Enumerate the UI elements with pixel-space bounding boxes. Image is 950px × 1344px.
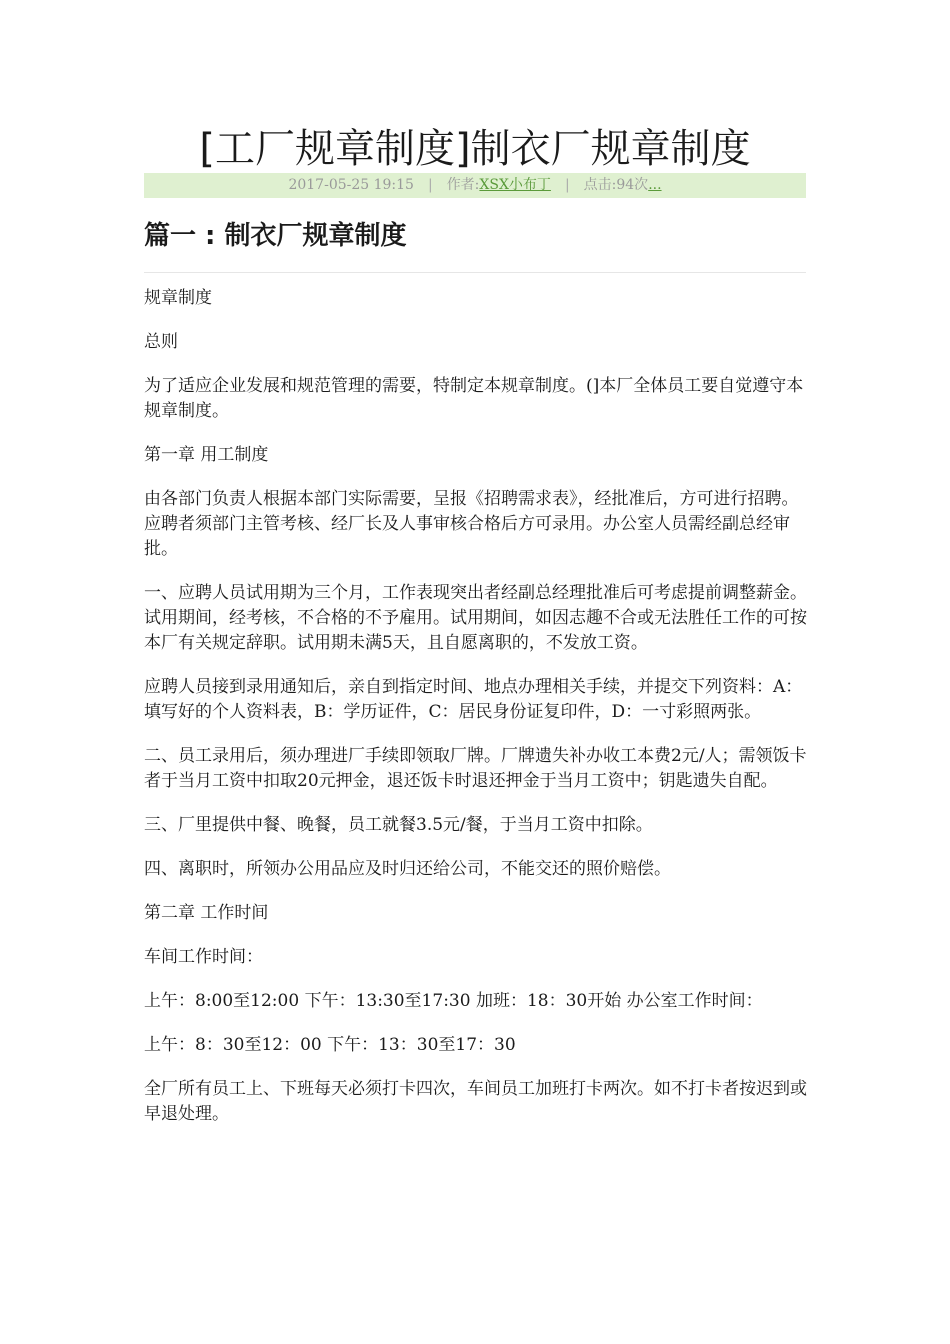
paragraph: 二、员工录用后，须办理进厂手续即领取厂牌。厂牌遗失补办收工本费2元/人；需领饭卡者于当月工资中扣取20元押金，退还饭卡时退还押金于当月工资中；钥匙遗失自配。 <box>144 746 807 791</box>
paragraph: 车间工作时间： <box>144 947 263 967</box>
paragraph: 四、离职时，所领办公用品应及时归还给公司，不能交还的照价赔偿。 <box>144 859 671 879</box>
author-label: 作者: <box>446 177 480 193</box>
paragraph: 第一章 用工制度 <box>144 445 269 465</box>
author-link[interactable]: XSX小布丁 <box>479 177 551 193</box>
meta-separator: | <box>427 177 433 193</box>
paragraph: 三、厂里提供中餐、晚餐，员工就餐3.5元/餐，于当月工资中扣除。 <box>144 815 653 835</box>
paragraph: 上午：8:00至12:00 下午：13:30至17:30 加班：18：30开始 办公室工作时间： <box>144 991 763 1011</box>
section-heading: 篇一 : 制衣厂规章制度 <box>144 221 407 251</box>
paragraph: 第二章 工作时间 <box>144 903 269 923</box>
paragraph: 上午：8：30至12：00 下午：13：30至17：30 <box>144 1035 516 1055</box>
paragraph: 总则 <box>144 332 178 352</box>
more-link[interactable]: ... <box>648 177 662 193</box>
article-meta-bar <box>144 173 806 198</box>
meta-separator: | <box>564 177 570 193</box>
paragraph: 为了适应企业发展和规范管理的需要，特制定本规章制度。(]本厂全体员工要自觉遵守本规章制度。 <box>144 376 804 421</box>
paragraph: 一、应聘人员试用期为三个月，工作表现突出者经副总经理批准后可考虑提前调整薪金。试用期间，经考核，不合格的不予雇用。试用期间，如因志趣不合或无法胜任工作的可按本厂有关规定辞职。试用期未满5天，且自愿离职的，不发放工资。 <box>144 583 807 653</box>
click-count: 点击:94次 <box>583 177 649 193</box>
paragraph: 全厂所有员工上、下班每天必须打卡四次，车间员工加班打卡两次。如不打卡者按迟到或早退处理。 <box>144 1079 807 1124</box>
section-divider <box>144 272 806 273</box>
paragraph: 由各部门负责人根据本部门实际需要，呈报《招聘需求表》，经批准后，方可进行招聘。应聘者须部门主管考核、经厂长及人事审核合格后方可录用。办公室人员需经副总经审批。 <box>144 489 799 559</box>
article-body <box>144 286 808 1146</box>
article-title: [工厂规章制度]制衣厂规章制度 <box>199 126 751 172</box>
publish-date: 2017-05-25 19:15 <box>288 177 414 193</box>
paragraph: 应聘人员接到录用通知后，亲自到指定时间、地点办理相关手续，并提交下列资料：A：填写好的个人资料表，B：学历证件，C：居民身份证复印件，D：一寸彩照两张。 <box>144 677 803 722</box>
paragraph: 规章制度 <box>144 288 212 308</box>
